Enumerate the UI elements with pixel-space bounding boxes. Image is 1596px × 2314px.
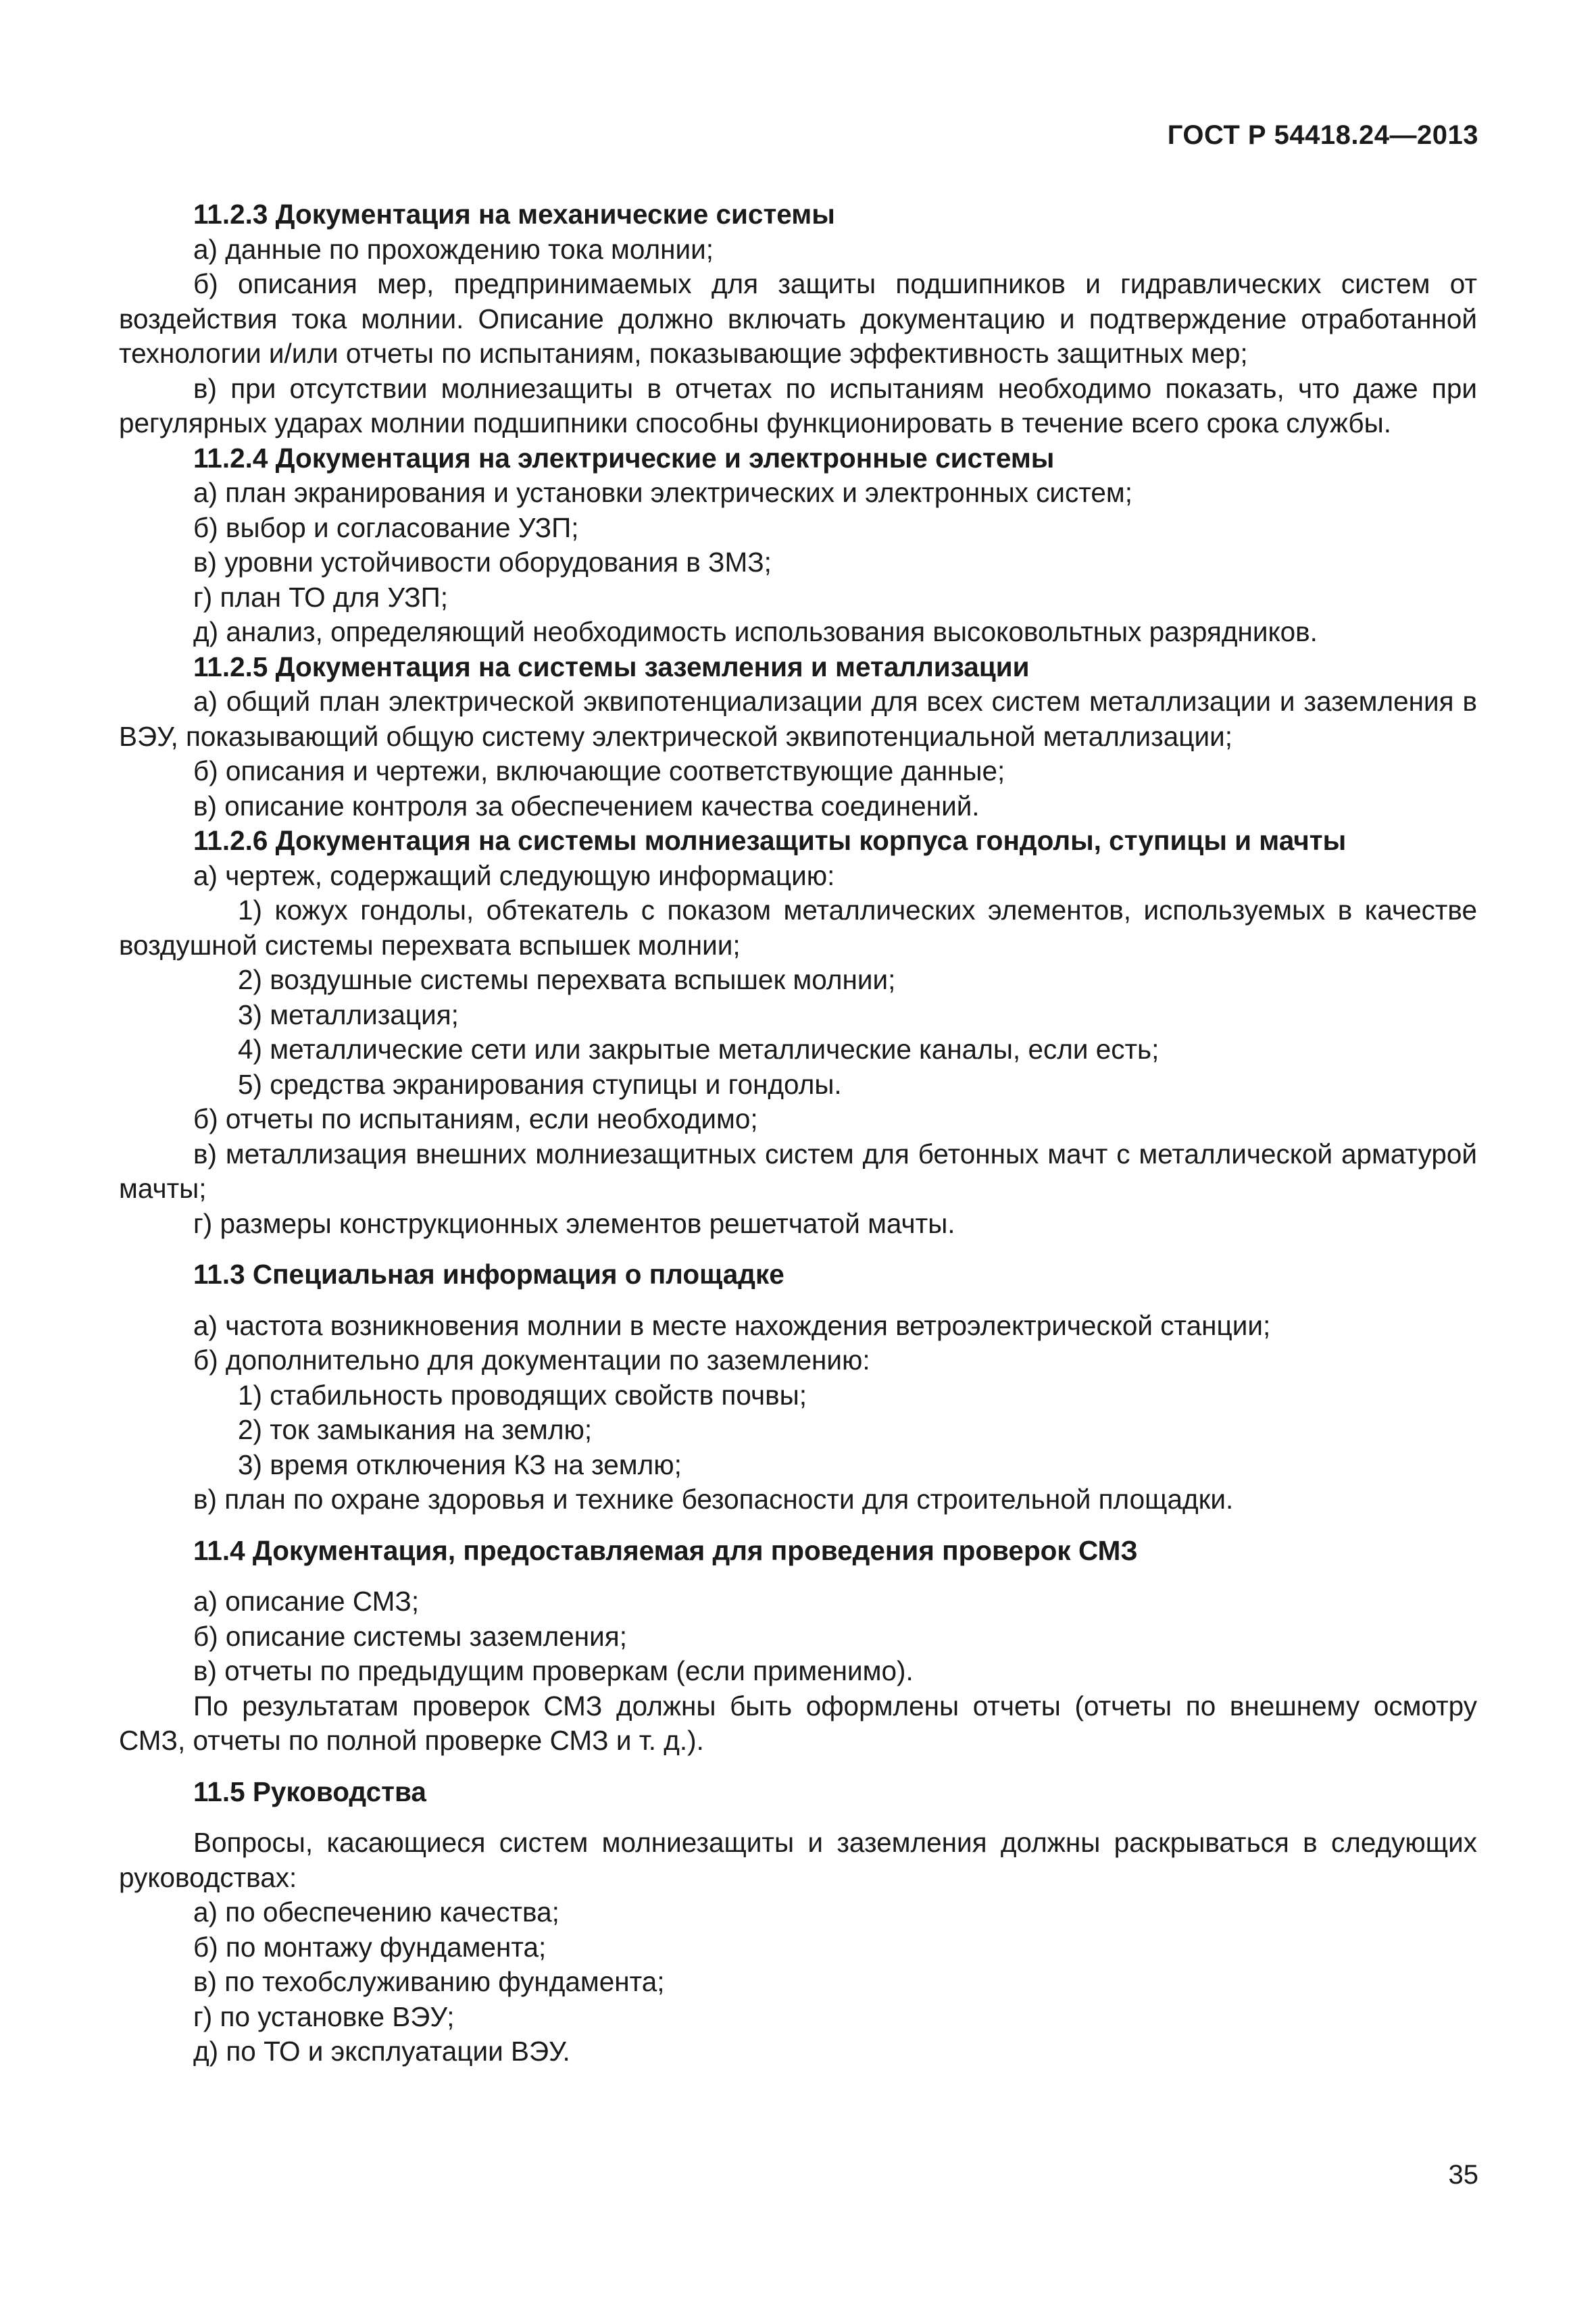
list-item: д) по ТО и эксплуатации ВЭУ.	[193, 2036, 570, 2067]
list-item: а) план экранирования и установки электрических и электронных систем;	[193, 477, 1133, 508]
list-item: а) по обеспечению качества;	[193, 1896, 559, 1928]
sub-list-item: 2) воздушные системы перехвата вспышек молнии;	[238, 964, 896, 995]
sub-list-item: 3) время отключения КЗ на землю;	[238, 1449, 682, 1480]
section-heading-11-2-4: 11.2.4 Документация на электрические и электронные системы	[193, 442, 1055, 474]
sub-list-item: 4) металлические сети или закрытые металлические каналы, если есть;	[238, 1034, 1159, 1065]
list-item: б) дополнительно для документации по заземлению:	[193, 1344, 870, 1376]
list-item: в) описание контроля за обеспечением качества соединений.	[193, 790, 980, 822]
list-item: а) общий план электрической эквипотенциализации для всех систем металлизации и заземления в ВЭУ, показывающий общую систему электрической эквипотенциальной металлизации;	[119, 686, 1477, 752]
section-heading-11-2-3: 11.2.3 Документация на механические системы	[193, 199, 835, 230]
page-number: 35	[1448, 2160, 1478, 2190]
list-item: б) выбор и согласование УЗП;	[193, 511, 579, 543]
section-heading-11-2-5: 11.2.5 Документация на системы заземления и металлизации	[193, 651, 1030, 682]
paragraph: Вопросы, касающиеся систем молниезащиты и заземления должны раскрываться в следующих руководствах:	[119, 1827, 1477, 1893]
sub-list-item: 3) металлизация;	[238, 999, 459, 1030]
section-heading-11-3: 11.3 Специальная информация о площадке	[193, 1259, 784, 1290]
list-item: в) отчеты по предыдущим проверкам (если применимо).	[193, 1655, 914, 1686]
list-item: в) уровни устойчивости оборудования в ЗМЗ;	[193, 547, 772, 578]
list-item: б) описания и чертежи, включающие соответствующие данные;	[193, 755, 1005, 786]
list-item: в) при отсутствии молниезащиты в отчетах по испытаниям необходимо показать, что даже при регулярных ударах молнии подшипники способны функционировать в течение всего срока службы.	[119, 372, 1477, 438]
list-item: б) описание системы заземления;	[193, 1620, 627, 1652]
list-item: а) чертеж, содержащий следующую информацию:	[193, 859, 835, 891]
list-item: а) данные по прохождению тока молнии;	[193, 233, 714, 265]
section-heading-11-2-6: 11.2.6 Документация на системы молниезащиты корпуса гондолы, ступицы и мачты	[193, 825, 1347, 856]
list-item: б) отчеты по испытаниям, если необходимо;	[193, 1103, 758, 1134]
sub-list-item: 5) средства экранирования ступицы и гондолы.	[238, 1068, 842, 1100]
list-item: д) анализ, определяющий необходимость использования высоковольтных разрядников.	[193, 616, 1318, 647]
list-item: а) частота возникновения молнии в месте нахождения ветроэлектрической станции;	[193, 1309, 1271, 1341]
document-body	[119, 197, 1477, 2069]
sub-list-item: 1) кожух гондолы, обтекатель с показом металлических элементов, используемых в качестве воздушной системы перехвата вспышек молнии;	[119, 895, 1477, 961]
list-item: а) описание СМЗ;	[193, 1586, 420, 1617]
paragraph: По результатам проверок СМЗ должны быть оформлены отчеты (отчеты по внешнему осмотру СМЗ, отчеты по полной проверке СМЗ и т. д.).	[119, 1690, 1477, 1756]
section-heading-11-5: 11.5 Руководства	[193, 1776, 426, 1807]
list-item: б) описания мер, предпринимаемых для защиты подшипников и гидравлических систем от воздействия тока молнии. Описание должно включать документацию и подтверждение отработанной технологии и/или отчеты по испытаниям, показывающие эффективность защитных мер;	[119, 268, 1477, 369]
list-item: в) по техобслуживанию фундамента;	[193, 1966, 665, 1997]
list-item: г) размеры конструкционных элементов решетчатой мачты.	[193, 1207, 955, 1239]
list-item: в) план по охране здоровья и технике безопасности для строительной площадки.	[193, 1484, 1234, 1515]
sub-list-item: 2) ток замыкания на землю;	[238, 1414, 593, 1445]
list-item: г) план ТО для УЗП;	[193, 581, 448, 613]
section-heading-11-4: 11.4 Документация, предоставляемая для проведения проверок СМЗ	[193, 1534, 1138, 1566]
sub-list-item: 1) стабильность проводящих свойств почвы;	[238, 1379, 807, 1411]
list-item: г) по установке ВЭУ;	[193, 2001, 455, 2032]
document-header: ГОСТ Р 54418.24—2013	[1167, 120, 1478, 150]
list-item: в) металлизация внешних молниезащитных систем для бетонных мачт с металлической арматурой мачты;	[119, 1138, 1477, 1204]
list-item: б) по монтажу фундамента;	[193, 1931, 547, 1963]
